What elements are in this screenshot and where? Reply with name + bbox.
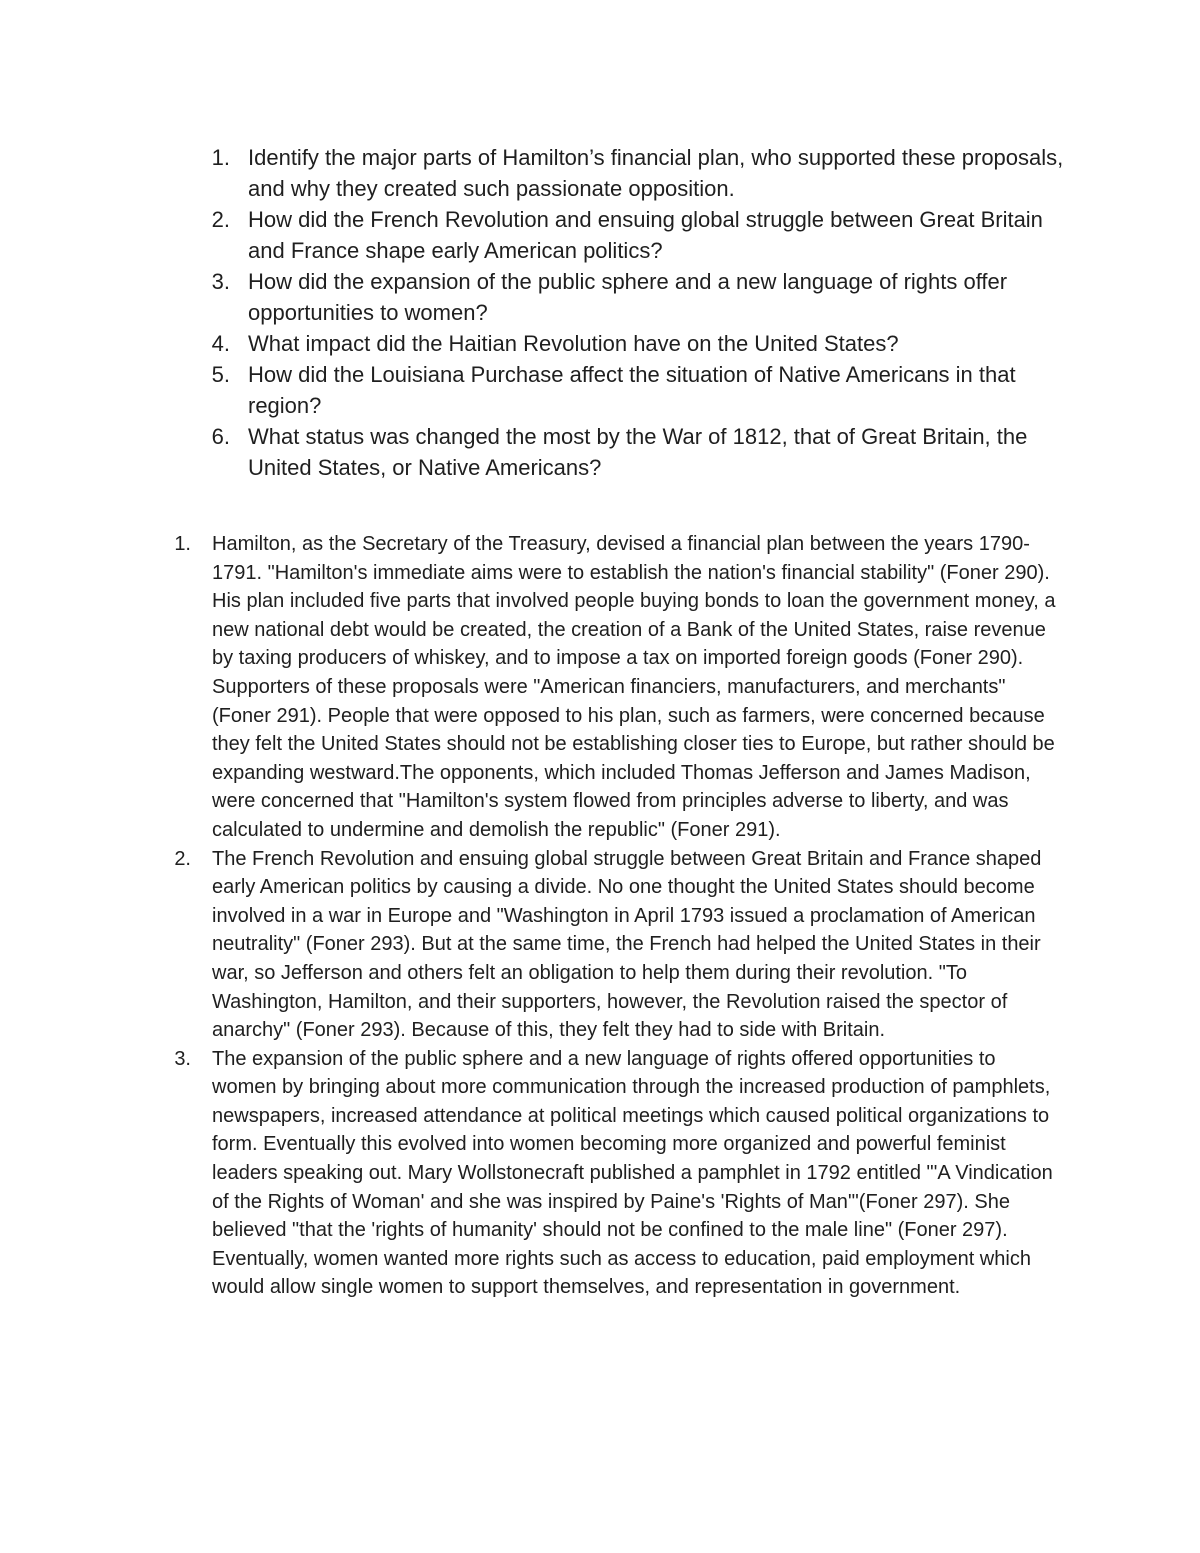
question-number: 1. bbox=[211, 145, 230, 170]
answer-item bbox=[175, 845, 1065, 1045]
question-list bbox=[212, 142, 1072, 483]
answer-text: Hamilton, as the Secretary of the Treasury, devised a financial plan between the years 1790-1791. "Hamilton's immediate aims were to establish the nation's financial stability" (Foner 290). His plan included five parts that involved people buying bonds to loan the government money, a new national debt would be created, the creation of a Bank of the United States, raise revenue by taxing producers of whiskey, and to impose a tax on imported foreign goods (Foner 290). Supporters of these proposals were "American financiers, manufacturers, and merchants" (Foner 291). People that were opposed to his plan, such as farmers, were concerned because they felt the United States should not be establishing closer ties to Europe, but rather should be expanding westward.The opponents, which included Thomas Jefferson and James Madison, were concerned that "Hamilton's system flowed from principles adverse to liberty, and was calculated to undermine and demolish the republic" (Foner 291). bbox=[212, 533, 1056, 841]
question-text: Identify the major parts of Hamilton’s financial plan, who supported these proposals, and why they created such passionate opposition. bbox=[248, 145, 1064, 201]
question-text: What status was changed the most by the War of 1812, that of Great Britain, the United States, or Native Americans? bbox=[248, 424, 1028, 480]
answer-item bbox=[175, 1045, 1065, 1302]
question-item bbox=[212, 142, 1072, 204]
question-text: What impact did the Haitian Revolution have on the United States? bbox=[248, 331, 899, 356]
answer-number: 2. bbox=[174, 847, 191, 870]
answer-number: 1. bbox=[174, 533, 191, 555]
question-number: 2. bbox=[211, 207, 230, 232]
question-number: 6. bbox=[211, 424, 230, 449]
answer-list bbox=[175, 530, 1065, 1302]
question-text: How did the expansion of the public sphere and a new language of rights offer opportunities to women? bbox=[248, 269, 1008, 325]
answer-item bbox=[175, 530, 1065, 845]
answer-number: 3. bbox=[174, 1047, 191, 1070]
answer-text: The expansion of the public sphere and a new language of rights offered opportunities to women by bringing about more communication through the increased production of pamphlets, newspapers, increased attendance at political meetings which caused political organizations to form. Eventually this evolved into women becoming more organized and powerful feminist leaders speaking out. Mary Wollstonecraft published a pamphlet in 1792 entitled "'A Vindication of the Rights of Woman' and she was inspired by Paine's 'Rights of Man'"(Foner 297). She believed "that the 'rights of humanity' should not be confined to the male line" (Foner 297). Eventually, women wanted more rights such as access to education, paid employment which would allow single women to support themselves, and representation in government. bbox=[212, 1047, 1053, 1299]
question-text: How did the French Revolution and ensuing global struggle between Great Britain and France shape early American politics? bbox=[248, 207, 1043, 263]
question-number: 4. bbox=[211, 331, 230, 356]
question-item bbox=[212, 359, 1072, 421]
question-item bbox=[212, 266, 1072, 328]
answer-text: The French Revolution and ensuing global struggle between Great Britain and France shaped early American politics by causing a divide. No one thought the United States should become involved in a war in Europe and "Washington in April 1793 issued a proclamation of American neutrality" (Foner 293). But at the same time, the French had helped the United States in their war, so Jefferson and others felt an obligation to help them during their revolution. "To Washington, Hamilton, and their supporters, however, the Revolution raised the spector of anarchy" (Foner 293). Because of this, they felt they had to side with Britain. bbox=[212, 847, 1042, 1042]
question-item bbox=[212, 204, 1072, 266]
question-number: 5. bbox=[211, 362, 230, 387]
question-item bbox=[212, 421, 1072, 483]
question-number: 3. bbox=[211, 269, 230, 294]
question-text: How did the Louisiana Purchase affect the situation of Native Americans in that region? bbox=[248, 362, 1016, 418]
question-item bbox=[212, 328, 1072, 359]
